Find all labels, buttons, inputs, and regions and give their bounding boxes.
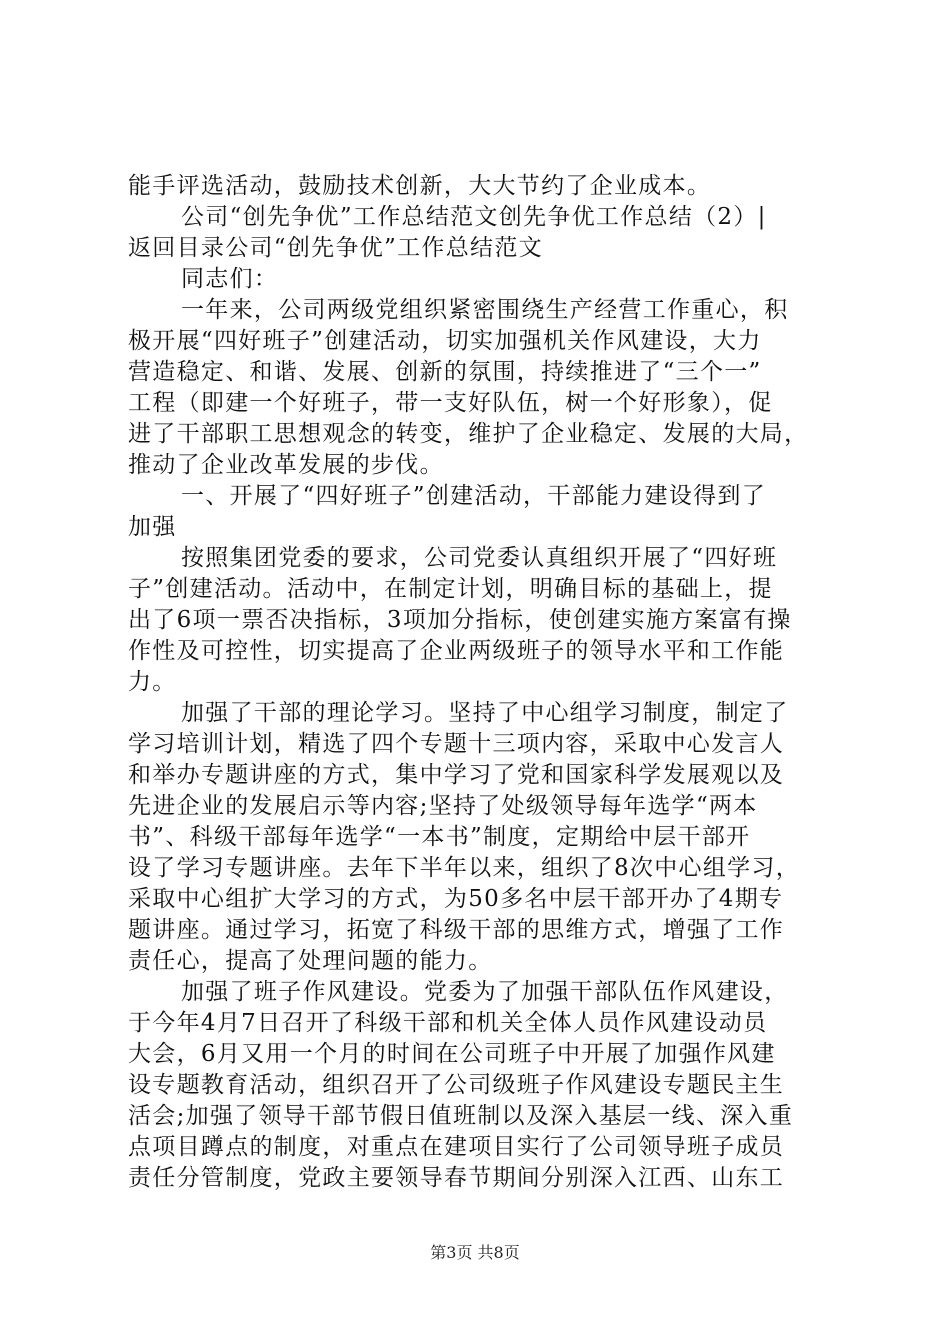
text-line: 加强 bbox=[128, 514, 177, 540]
document-body bbox=[128, 171, 828, 1194]
text-line: 力。 bbox=[128, 669, 177, 695]
text-line: 按照集团党委的要求，公司党委认真组织开展了“四好班 bbox=[181, 545, 778, 571]
text-line: 返回目录公司“创先争优”工作总结范文 bbox=[128, 235, 543, 261]
text-line: 责任分管制度，党政主要领导春节期间分别深入江西、山东工 bbox=[128, 1165, 785, 1191]
text-line: 一、开展了“四好班子”创建活动，干部能力建设得到了 bbox=[181, 483, 767, 509]
text-line: 题讲座。通过学习，拓宽了科级干部的思维方式，增强了工作 bbox=[128, 917, 785, 943]
text-line: 设专题教育活动，组织召开了公司级班子作风建设专题民主生 bbox=[128, 1072, 785, 1098]
text-line: 大会，6月又用一个月的时间在公司班子中开展了加强作风建 bbox=[128, 1041, 776, 1067]
text-line: 活会;加强了领导干部节假日值班制以及深入基层一线、深入重 bbox=[128, 1103, 794, 1129]
text-line: 加强了班子作风建设。党委为了加强干部队伍作风建设， bbox=[181, 979, 789, 1005]
text-line: 一年来，公司两级党组织紧密围绕生产经营工作重心，积 bbox=[181, 297, 789, 323]
text-line: 作性及可控性，切实提高了企业两级班子的领导水平和工作能 bbox=[128, 638, 785, 664]
text-line: 能手评选活动，鼓励技术创新，大大节约了企业成本。 bbox=[128, 173, 712, 199]
text-line: 学习培训计划，精选了四个专题十三项内容，采取中心发言人 bbox=[128, 731, 785, 757]
text-line: 设了学习专题讲座。去年下半年以来，组织了8次中心组学习， bbox=[128, 855, 801, 881]
text-line: 极开展“四好班子”创建活动，切实加强机关作风建设，大力 bbox=[128, 328, 762, 354]
text-line: 责任心，提高了处理问题的能力。 bbox=[128, 948, 493, 974]
text-line: 同志们： bbox=[181, 266, 279, 292]
text-line: 推动了企业改革发展的步伐。 bbox=[128, 452, 444, 478]
text-line: 加强了干部的理论学习。坚持了中心组学习制度，制定了 bbox=[181, 700, 789, 726]
text-line: 于今年4月7日召开了科级干部和机关全体人员作风建设动员 bbox=[128, 1010, 768, 1036]
text-line: 工程（即建一个好班子，带一支好队伍，树一个好形象），促 bbox=[128, 390, 773, 416]
text-line: 点项目蹲点的制度，对重点在建项目实行了公司领导班子成员 bbox=[128, 1134, 785, 1160]
text-line: 子”创建活动。活动中，在制定计划，明确目标的基础上，提 bbox=[128, 576, 773, 602]
text-line: 营造稳定、和谐、发展、创新的氛围，持续推进了“三个一” bbox=[128, 359, 762, 385]
page-footer: 第3页 共8页 bbox=[430, 1243, 520, 1262]
text-line: 出了6项一票否决指标，3项加分指标，使创建实施方案富有操 bbox=[128, 607, 792, 633]
text-line: 和举办专题讲座的方式，集中学习了党和国家科学发展观以及 bbox=[128, 762, 785, 788]
text-line: 公司“创先争优”工作总结范文创先争优工作总结（2）| bbox=[181, 204, 767, 230]
text-line: 先进企业的发展启示等内容;坚持了处级领导每年选学“两本 bbox=[128, 793, 758, 819]
text-line: 采取中心组扩大学习的方式，为50多名中层干部开办了4期专 bbox=[128, 886, 784, 912]
text-line: 书”、科级干部每年选学“一本书”制度，定期给中层干部开 bbox=[128, 824, 751, 850]
text-line: 进了干部职工思想观念的转变，维护了企业稳定、发展的大局， bbox=[128, 421, 809, 447]
